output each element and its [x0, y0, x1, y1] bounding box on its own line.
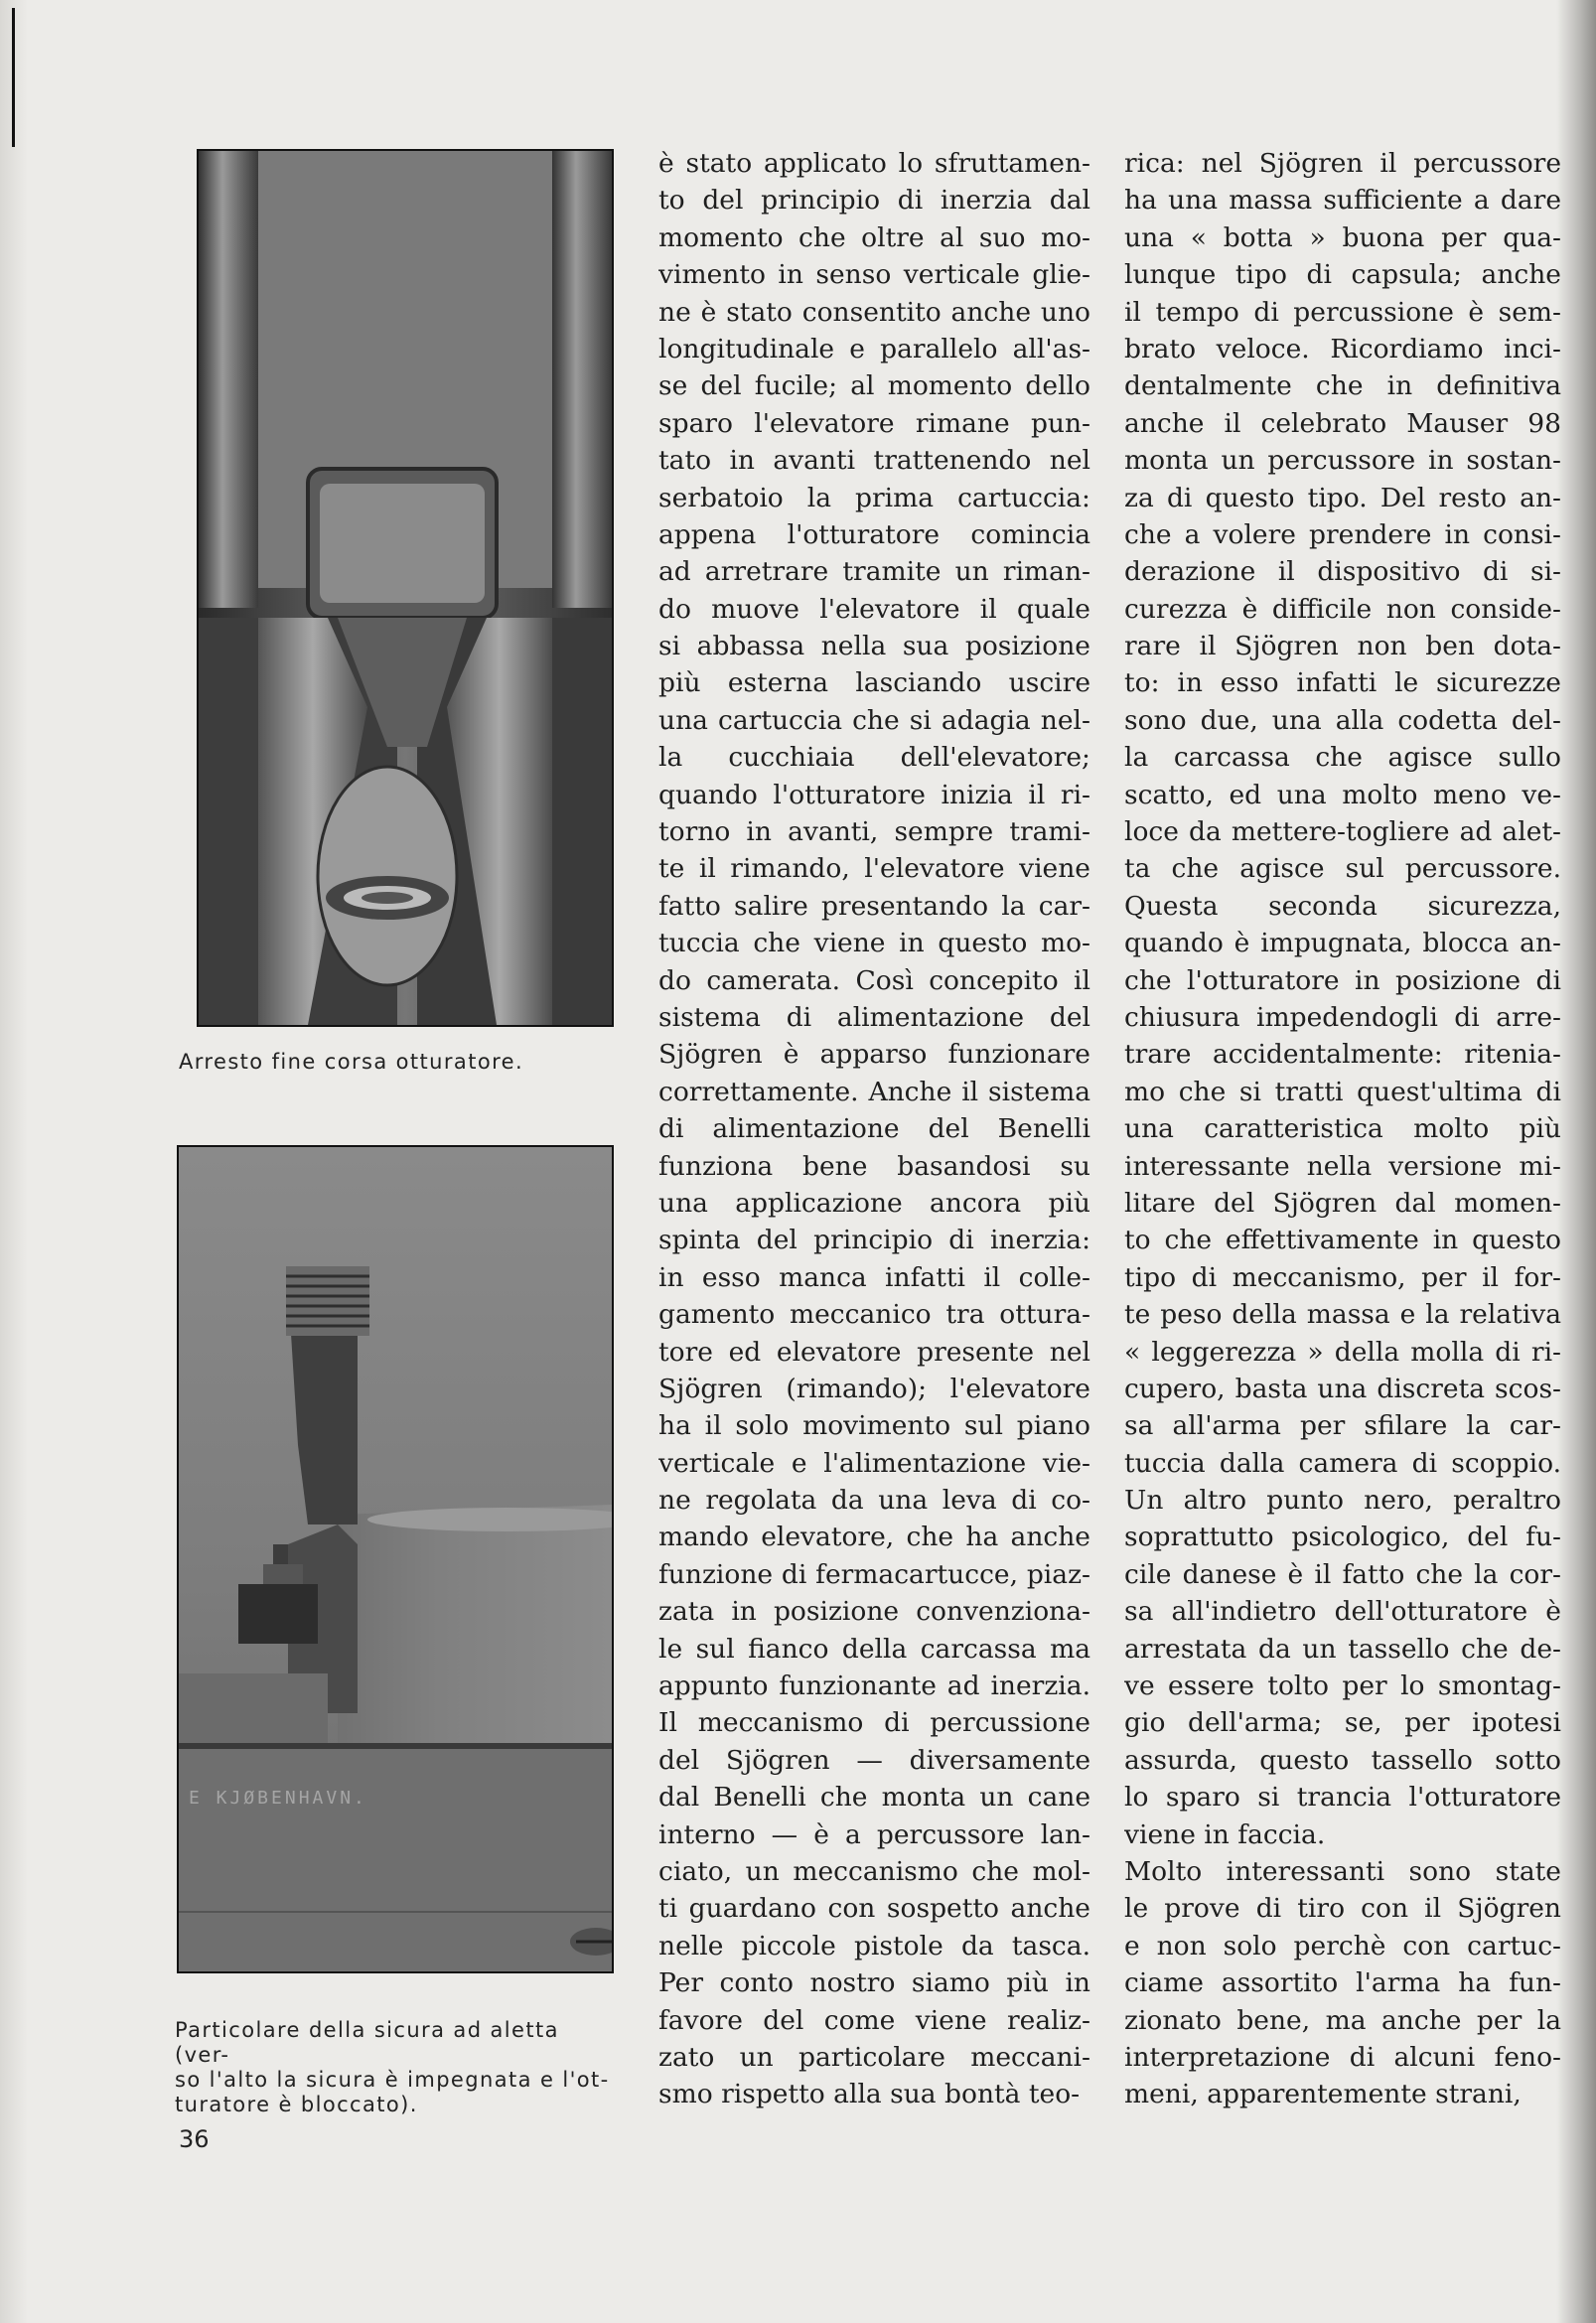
figure-caption — [175, 2018, 612, 2117]
text-line: tuccia che viene in questo mo- — [658, 928, 1090, 959]
text-line: e non solo perchè con cartuc- — [1124, 1930, 1561, 1961]
text-line: che a volere prendere in consi- — [1124, 518, 1561, 550]
text-line: anche il celebrato Mauser 98 — [1124, 407, 1561, 439]
text-line: è stato applicato lo sfruttamen- — [658, 148, 1090, 179]
figure-caption: Arresto fine corsa otturatore. — [179, 1050, 524, 1074]
text-line: rica: nel Sjögren il percussore — [1124, 148, 1561, 179]
text-line: do camerata. Così concepito il — [658, 964, 1090, 996]
text-line: lo sparo si trancia l'otturatore — [1124, 1782, 1561, 1814]
text-line: Sjögren è apparso funzionare — [658, 1039, 1090, 1071]
text-line: ciame assortito l'arma ha fun- — [1124, 1967, 1561, 1999]
text-line: in esso manca infatti il colle- — [658, 1261, 1090, 1293]
text-line: to: in esso infatti le sicurezze — [1124, 667, 1561, 699]
text-line: interno — è a percussore lan- — [658, 1818, 1090, 1850]
text-line: si abbassa nella sua posizione — [658, 631, 1090, 662]
text-column-right — [1124, 145, 1561, 2113]
caption-line: Particolare della sicura ad aletta (ver- — [175, 2018, 559, 2067]
text-line: rare il Sjögren non ben dota- — [1124, 631, 1561, 662]
text-line: cile danese è il fatto che la cor- — [1124, 1558, 1561, 1590]
text-line: mando elevatore, che ha anche — [658, 1522, 1090, 1553]
text-line: favore del come viene realiz- — [658, 2004, 1090, 2036]
text-line: do muove l'elevatore il quale — [658, 593, 1090, 625]
text-line: smo rispetto alla sua bontà teo- — [658, 2079, 1081, 2110]
text-line: sistema di alimentazione del — [658, 1001, 1090, 1033]
text-line: derazione il dispositivo di si- — [1124, 556, 1561, 588]
text-line: te il rimando, l'elevatore viene — [658, 853, 1090, 885]
text-line: una applicazione ancora più — [658, 1187, 1090, 1219]
text-line: interessante nella versione mi- — [1124, 1150, 1561, 1182]
text-line: fatto salire presentando la car- — [658, 890, 1090, 922]
text-line: nelle piccole pistole da tasca. — [658, 1930, 1090, 1961]
text-line: Sjögren (rimando); l'elevatore — [658, 1373, 1090, 1404]
text-line: tato in avanti trattenendo nel — [658, 445, 1090, 477]
text-line: to del principio di inerzia dal — [658, 185, 1090, 217]
text-line: mo che si tratti quest'ultima di — [1124, 1076, 1561, 1107]
text-line: ne regolata da una leva di co- — [658, 1485, 1090, 1517]
edge-mark — [12, 8, 15, 147]
text-line: ha una massa sufficiente a dare — [1124, 185, 1561, 217]
text-line: più esterna lasciando uscire — [658, 667, 1090, 699]
text-line: funziona bene basandosi su — [658, 1150, 1090, 1182]
text-line: correttamente. Anche il sistema — [658, 1076, 1090, 1107]
text-line: il tempo di percussione è sem- — [1124, 296, 1561, 328]
photo-sicura-aletta — [177, 1145, 614, 1973]
text-line: torno in avanti, sempre trami- — [658, 816, 1090, 848]
text-line: le sul fianco della carcassa ma — [658, 1633, 1090, 1665]
text-line: la cucchiaia dell'elevatore; — [658, 742, 1090, 774]
text-line: soprattutto psicologico, del fu- — [1124, 1522, 1561, 1553]
text-line: brato veloce. Ricordiamo inci- — [1124, 333, 1561, 364]
text-line: una cartuccia che si adagia nel- — [658, 704, 1090, 736]
text-line: meni, apparentemente strani, — [1124, 2079, 1522, 2110]
text-line: assurda, questo tassello sotto — [1124, 1744, 1561, 1776]
text-line: funzione di fermacartucce, piaz- — [658, 1558, 1090, 1590]
text-line: « leggerezza » della molla di ri- — [1124, 1336, 1561, 1368]
text-line: appena l'otturatore comincia — [658, 518, 1090, 550]
text-line: zionato bene, ma anche per la — [1124, 2004, 1561, 2036]
text-line: Il meccanismo di percussione — [658, 1707, 1090, 1739]
text-line: ta che agisce sul percussore. — [1124, 853, 1561, 885]
page-edge — [0, 0, 28, 2323]
text-line: cupero, basta una discreta scos- — [1124, 1373, 1561, 1404]
text-line: sa all'indietro dell'otturatore è — [1124, 1596, 1561, 1628]
text-line: tipo di meccanismo, per il for- — [1124, 1261, 1561, 1293]
stamp-text: E KJØBENHAVN. — [189, 1788, 367, 1809]
text-line: una « botta » buona per qua- — [1124, 221, 1561, 253]
text-line: Per conto nostro siamo più in — [658, 1967, 1090, 1999]
text-line: monta un percussore in sostan- — [1124, 445, 1561, 477]
text-line: litare del Sjögren dal momen- — [1124, 1187, 1561, 1219]
text-line: Questa seconda sicurezza, — [1124, 890, 1561, 922]
photo-otturatore-arresto — [197, 149, 614, 1027]
text-line: sparo l'elevatore rimane pun- — [658, 407, 1090, 439]
text-line: ne è stato consentito anche uno — [658, 296, 1090, 328]
text-line: se del fucile; al momento dello — [658, 370, 1090, 402]
text-line: gamento meccanico tra ottura- — [658, 1299, 1090, 1331]
binding-shadow — [1556, 0, 1596, 2323]
text-line: ha il solo movimento sul piano — [658, 1410, 1090, 1442]
text-line: una caratteristica molto più — [1124, 1113, 1561, 1145]
text-line: loce da mettere-togliere ad alet- — [1124, 816, 1561, 848]
text-line: di alimentazione del Benelli — [658, 1113, 1090, 1145]
text-line: ad arretrare tramite un riman- — [658, 556, 1090, 588]
text-line: curezza è difficile non conside- — [1124, 593, 1561, 625]
text-line: le prove di tiro con il Sjögren — [1124, 1893, 1561, 1925]
caption-line: so l'alto la sicura è impegnata e l'ot- — [175, 2068, 610, 2092]
text-line: gio dell'arma; se, per ipotesi — [1124, 1707, 1561, 1739]
text-line: dentalmente che in definitiva — [1124, 370, 1561, 402]
page-number: 36 — [179, 2125, 210, 2153]
text-line: Un altro punto nero, peraltro — [1124, 1485, 1561, 1517]
text-line: trare accidentalmente: ritenia- — [1124, 1039, 1561, 1071]
text-line: Molto interessanti sono state — [1124, 1855, 1561, 1887]
text-line: vimento in senso verticale glie- — [658, 259, 1090, 291]
text-line: sa all'arma per sfilare la car- — [1124, 1410, 1561, 1442]
text-line: tore ed elevatore presente nel — [658, 1336, 1090, 1368]
text-line: del Sjögren — diversamente — [658, 1744, 1090, 1776]
text-line: lunque tipo di capsula; anche — [1124, 259, 1561, 291]
text-line: quando l'otturatore inizia il ri- — [658, 779, 1090, 810]
text-line: zata in posizione convenziona- — [658, 1596, 1090, 1628]
text-line: interpretazione di alcuni feno- — [1124, 2041, 1561, 2073]
text-line: la carcassa che agisce sullo — [1124, 742, 1561, 774]
text-line: appunto funzionante ad inerzia. — [658, 1670, 1090, 1702]
text-column-left — [658, 145, 1090, 2113]
text-line: tuccia dalla camera di scoppio. — [1124, 1447, 1561, 1479]
text-line: dal Benelli che monta un cane — [658, 1782, 1090, 1814]
text-line: arrestata da un tassello che de- — [1124, 1633, 1561, 1665]
text-line: scatto, ed una molto meno ve- — [1124, 779, 1561, 810]
text-line: to che effettivamente in questo — [1124, 1225, 1561, 1256]
text-line: verticale e l'alimentazione vie- — [658, 1447, 1090, 1479]
text-line: ti guardano con sospetto anche — [658, 1893, 1090, 1925]
text-line: ve essere tolto per lo smontag- — [1124, 1670, 1561, 1702]
text-line: chiusura impedendogli di arre- — [1124, 1001, 1561, 1033]
text-line: ciato, un meccanismo che mol- — [658, 1855, 1090, 1887]
text-line: momento che oltre al suo mo- — [658, 221, 1090, 253]
text-line: zato un particolare meccani- — [658, 2041, 1090, 2073]
text-line: serbatoio la prima cartuccia: — [658, 482, 1090, 513]
text-line: za di questo tipo. Del resto an- — [1124, 482, 1561, 513]
text-line: quando è impugnata, blocca an- — [1124, 928, 1561, 959]
text-line: che l'otturatore in posizione di — [1124, 964, 1561, 996]
text-line: sono due, una alla codetta del- — [1124, 704, 1561, 736]
text-line: longitudinale e parallelo all'as- — [658, 333, 1090, 364]
text-line: spinta del principio di inerzia: — [658, 1225, 1090, 1256]
caption-line: turatore è bloccato). — [175, 2093, 418, 2116]
text-line: viene in faccia. — [1124, 1818, 1326, 1850]
text-line: te peso della massa e la relativa — [1124, 1299, 1561, 1331]
